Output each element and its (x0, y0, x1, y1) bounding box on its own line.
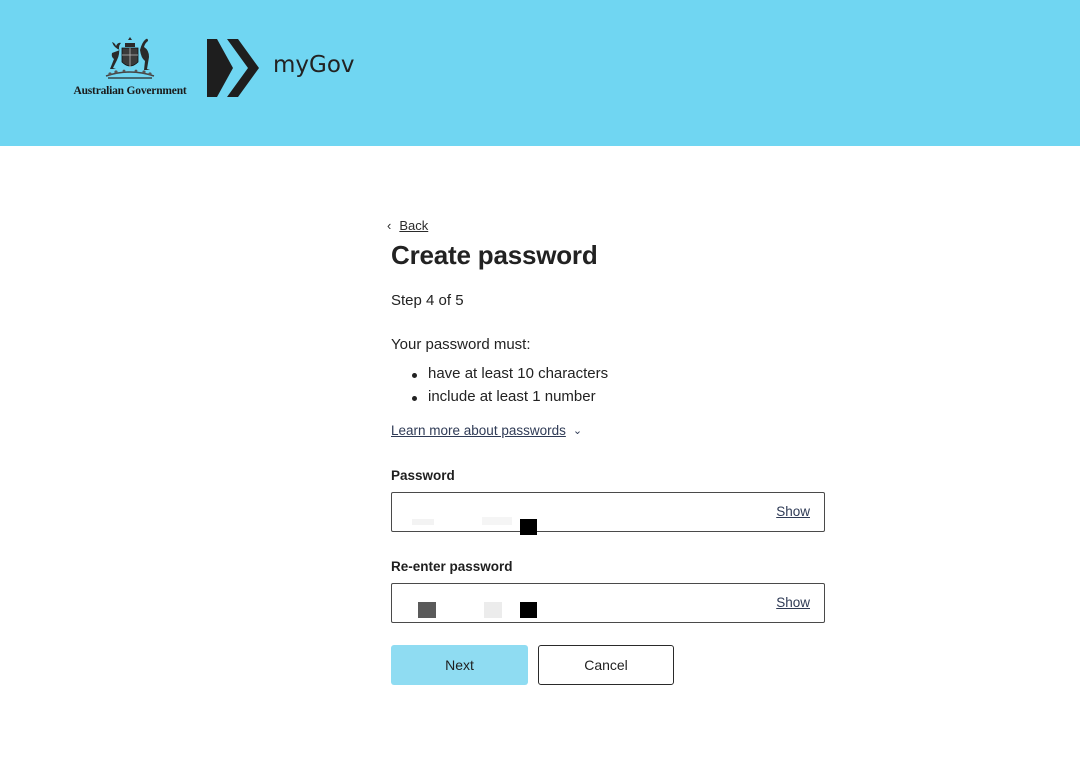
back-link[interactable] (387, 218, 428, 233)
cancel-button[interactable]: Cancel (538, 645, 674, 685)
learn-more-toggle[interactable] (391, 423, 582, 438)
step-indicator: Step 4 of 5 (391, 292, 464, 309)
requirements-intro: Your password must: (391, 336, 531, 353)
reenter-password-label: Re-enter password (391, 559, 513, 574)
password-masked-char (482, 517, 512, 525)
australian-government-logo[interactable] (68, 34, 192, 100)
list-item: have at least 10 characters (412, 365, 608, 388)
site-header (0, 0, 1080, 146)
chevron-left-icon: ‹ (387, 218, 392, 233)
learn-more-label: Learn more about passwords (391, 423, 566, 438)
password-label: Password (391, 468, 455, 483)
password-masked-char (412, 519, 434, 525)
mygov-logo-icon[interactable] (205, 37, 261, 99)
next-button[interactable]: Next (391, 645, 528, 685)
requirements-list (412, 365, 608, 411)
page-title: Create password (391, 240, 598, 270)
show-reenter-password-button[interactable]: Show (776, 595, 810, 610)
gov-name: Australian Government (73, 85, 187, 97)
reenter-masked-char (418, 602, 436, 618)
back-link-label: Back (399, 218, 429, 233)
list-item: include at least 1 number (412, 388, 608, 411)
reenter-masked-char (520, 602, 537, 618)
reenter-masked-char (484, 602, 502, 618)
password-masked-char (520, 519, 537, 535)
coat-of-arms-icon (98, 36, 162, 84)
password-input[interactable] (391, 492, 825, 532)
brand-name: myGov (273, 52, 355, 78)
show-password-button[interactable]: Show (776, 504, 810, 519)
reenter-password-input[interactable] (391, 583, 825, 623)
chevron-down-icon: ⌄ (572, 425, 583, 437)
